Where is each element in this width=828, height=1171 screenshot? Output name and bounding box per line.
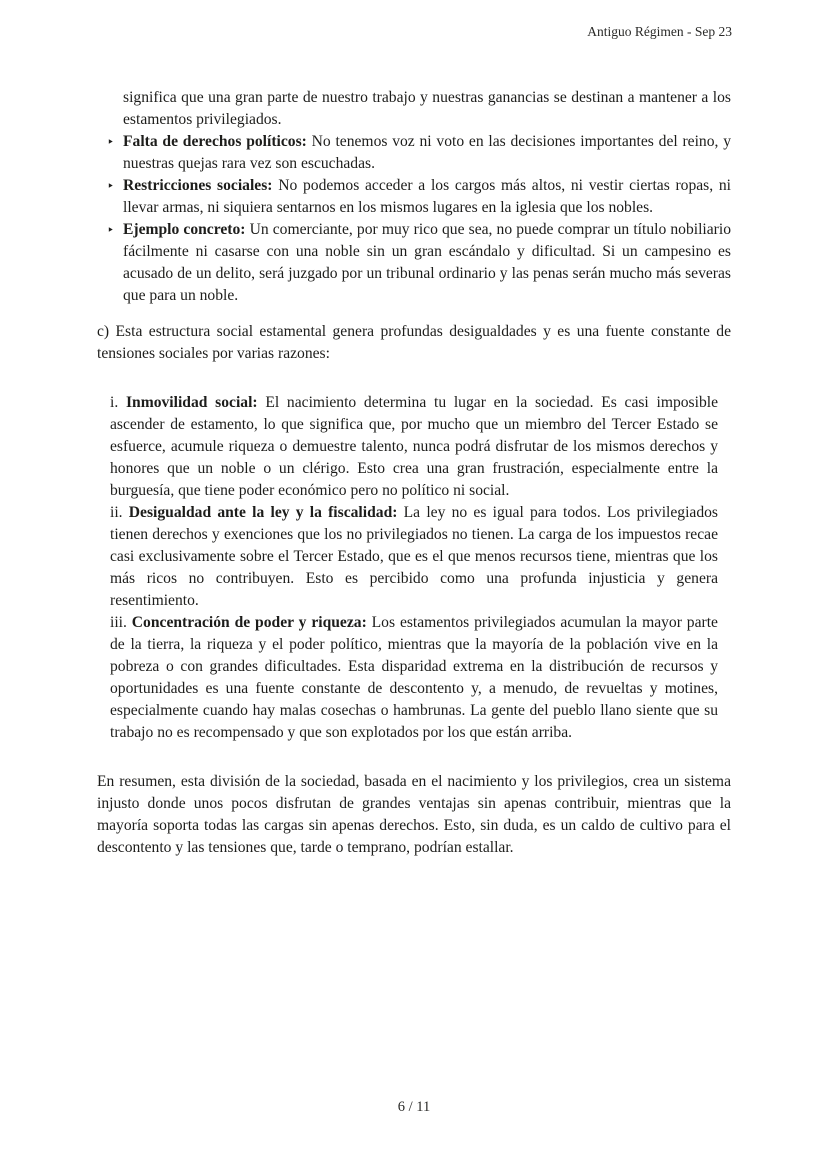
roman-item-text: El nacimiento determina tu lugar en la sociedad. Es casi imposible ascender de estamento, lo que significa que, por mucho que un miembro del Tercer Estado se esfuerce, acumule riqueza o demuestre talento, nunca podrá disfrutar de los mismos derechos y honores que un noble o un clérigo. Esto crea una gran frustración, especialmente entre la burguesía, que tiene poder económico pero no político ni social. bbox=[110, 394, 718, 499]
roman-item bbox=[110, 612, 718, 744]
bullet-title: Restricciones sociales: bbox=[123, 177, 273, 194]
bullet-item bbox=[107, 131, 731, 175]
roman-item bbox=[110, 502, 718, 612]
bullet-title: Falta de derechos políticos: bbox=[123, 133, 307, 150]
bullet-title: Ejemplo concreto: bbox=[123, 221, 246, 238]
document-body bbox=[97, 87, 731, 859]
roman-numeral: i. bbox=[110, 394, 119, 411]
roman-item-text: Los estamentos privilegiados acumulan la mayor parte de la tierra, la riqueza y el poder político, mientras que la mayoría de la población vive en la pobreza o con grandes dificultades. Esta disparidad extrema en la distribución de recursos y oportunidades es una fuente constante de descontento y, a menudo, de revueltas y motines, especialmente cuando hay malas cosechas o hambrunas. La gente del pueblo llano siente que su trabajo no es recompensado y que son explotados por los que están arriba. bbox=[110, 614, 718, 741]
roman-numeral: ii. bbox=[110, 504, 123, 521]
continuation-paragraph: significa que una gran parte de nuestro trabajo y nuestras ganancias se destinan a mantener a los estamentos privilegiados. bbox=[123, 89, 731, 128]
triangle-bullet-icon: ‣ bbox=[107, 223, 115, 237]
summary-paragraph: En resumen, esta división de la sociedad, basada en el nacimiento y los privilegios, crea un sistema injusto donde unos pocos disfrutan de grandes ventajas sin apenas contribuir, mientras que la mayoría soporta todas las cargas sin apenas derechos. Esto, sin duda, es un caldo de cultivo para el descontento y las tensiones que, tarde o temprano, podrían estallar. bbox=[97, 773, 731, 856]
bullet-text: No podemos acceder a los cargos más altos, ni vestir ciertas ropas, ni llevar armas, ni siquiera sentarnos en los mismos lugares en la iglesia que los nobles. bbox=[123, 177, 731, 216]
roman-item-title: Inmovilidad social: bbox=[125, 394, 258, 411]
bullet-item bbox=[107, 219, 731, 307]
header-running-title: Antiguo Régimen - Sep 23 bbox=[587, 24, 732, 39]
bullet-text: No tenemos voz ni voto en las decisiones importantes del reino, y nuestras quejas rara vez son escuchadas. bbox=[123, 133, 731, 172]
paragraph-c: c) Esta estructura social estamental genera profundas desigualdades y es una fuente constante de tensiones sociales por varias razones: bbox=[97, 323, 731, 362]
roman-item bbox=[110, 392, 718, 502]
triangle-bullet-icon: ‣ bbox=[107, 179, 115, 193]
bullet-text: Un comerciante, por muy rico que sea, no puede comprar un título nobiliario fácilmente ni casarse con una noble sin un gran escándalo y dificultad. Si un campesino es acusado de un delito, será juzgado por un tribunal ordinario y las penas serán mucho más severas que para un noble. bbox=[123, 221, 731, 304]
page-number: 6 / 11 bbox=[397, 1099, 431, 1115]
triangle-bullet-icon: ‣ bbox=[107, 135, 115, 149]
roman-item-title: Concentración de poder y riqueza: bbox=[131, 614, 367, 631]
bullet-item bbox=[107, 175, 731, 219]
roman-numeral-list bbox=[110, 392, 718, 744]
bullet-list bbox=[97, 131, 731, 307]
roman-numeral: iii. bbox=[110, 614, 127, 631]
roman-item-text: La ley no es igual para todos. Los privilegiados tienen derechos y exenciones que los no privilegiados no tienen. La carga de los impuestos recae casi exclusivamente sobre el Tercer Estado, que es el que menos recursos tiene, mientras que los más ricos no contribuyen. Esto es percibido como una profunda injusticia y genera resentimiento. bbox=[110, 504, 718, 609]
roman-item-title: Desigualdad ante la ley y la fiscalidad: bbox=[128, 504, 398, 521]
